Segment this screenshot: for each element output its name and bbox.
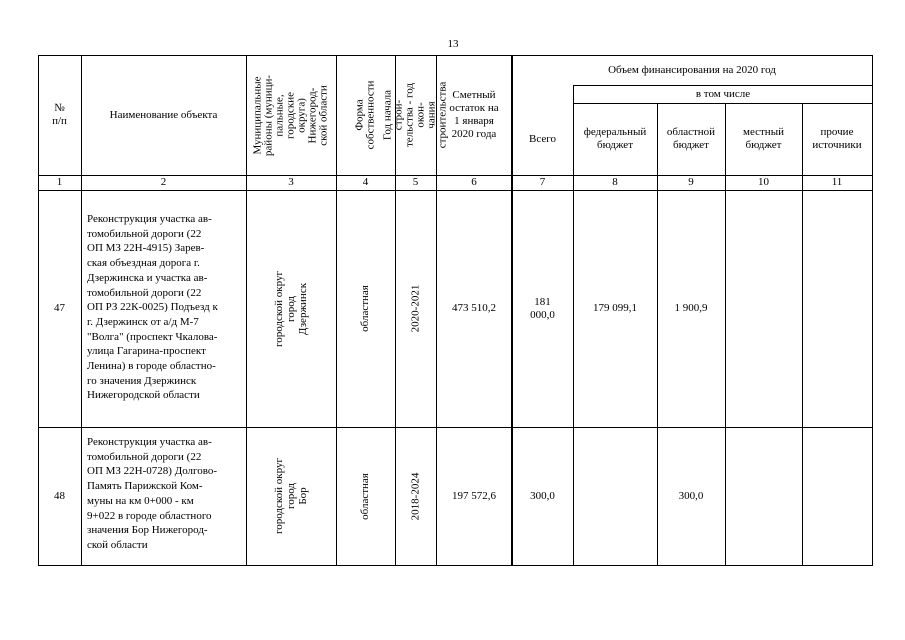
col-number: 2 — [160, 176, 167, 188]
regional-value: 300,0 — [678, 489, 704, 502]
other-value — [802, 190, 872, 427]
header-num: № п/п — [52, 102, 67, 127]
local-value — [725, 190, 802, 427]
col-number: 5 — [412, 176, 419, 188]
regional-value: 1 900,9 — [674, 302, 708, 314]
col-number: 10 — [758, 176, 769, 188]
ownership: областная — [359, 285, 371, 332]
years: 2018-2024 — [409, 472, 422, 520]
total-value: 300,0 — [530, 489, 555, 502]
row-num: 48 — [54, 489, 65, 502]
years: 2020-2021 — [409, 284, 422, 333]
district: городской округ город Дзержинск — [273, 270, 309, 347]
object-name: Реконструкция участка ав- томобильной дороги (22 ОП МЗ 22Н-0728) Долгово- Память Парижской Ком- муны на км 0+000 - км 9+022 в городе областного значения Бор Нижегород- ской области — [87, 436, 218, 551]
col-number: 6 — [471, 176, 477, 188]
header-local: местный бюджет — [743, 126, 784, 151]
other-value — [802, 427, 872, 565]
col-number: 11 — [831, 176, 843, 188]
page-number: 13 — [447, 38, 459, 50]
header-remain: Сметный остаток на 1 января 2020 года — [449, 89, 499, 140]
header-federal: федеральный бюджет — [583, 126, 647, 151]
district: городской округ город Бор — [273, 457, 309, 535]
header-funding: Объем финансирования на 2020 год — [608, 63, 776, 76]
col-number: 3 — [288, 176, 294, 188]
col-number: 9 — [688, 176, 694, 188]
header-total: Всего — [529, 132, 556, 145]
row-num: 47 — [54, 302, 65, 314]
header-years: Год начала строи- тельства - год окон- чания строительства — [381, 81, 449, 149]
header-other: прочие источники — [812, 126, 862, 151]
remain-value: 473 510,2 — [452, 302, 496, 314]
header-ownership: Форма собственности — [353, 80, 377, 150]
col-number: 4 — [362, 176, 369, 188]
header-regional: областной бюджет — [666, 126, 716, 151]
federal-value: 179 099,1 — [593, 302, 637, 314]
federal-value — [573, 427, 657, 565]
local-value — [725, 427, 802, 565]
header-name: Наименование объекта — [109, 108, 218, 121]
header-district: Муниципальные районы (муници- пальные, городские округа) Нижегород- ской области — [251, 74, 330, 156]
col-number: 8 — [612, 176, 618, 188]
total-value: 181 000,0 — [530, 295, 555, 321]
object-name: Реконструкция участка ав- томобильной дороги (22 ОП МЗ 22Н-4915) Зарев- ская объездная дорога г. Дзержинска и участка ав- томобильной дороги (22 ОП РЗ 22К-0025) Подъезд к г. Дзержинск от а/д М-7 "Волга" (проспект Чкалова- улица Гагарина-проспект Ленина) в городе областно- го значения Дзержинск Нижегородской области — [87, 213, 218, 402]
col-number: 1 — [56, 176, 63, 188]
remain-value: 197 572,6 — [452, 489, 496, 502]
financing-table — [38, 55, 873, 566]
col-number: 7 — [539, 176, 546, 188]
header-including: в том числе — [695, 87, 751, 100]
ownership: областная — [359, 472, 371, 520]
